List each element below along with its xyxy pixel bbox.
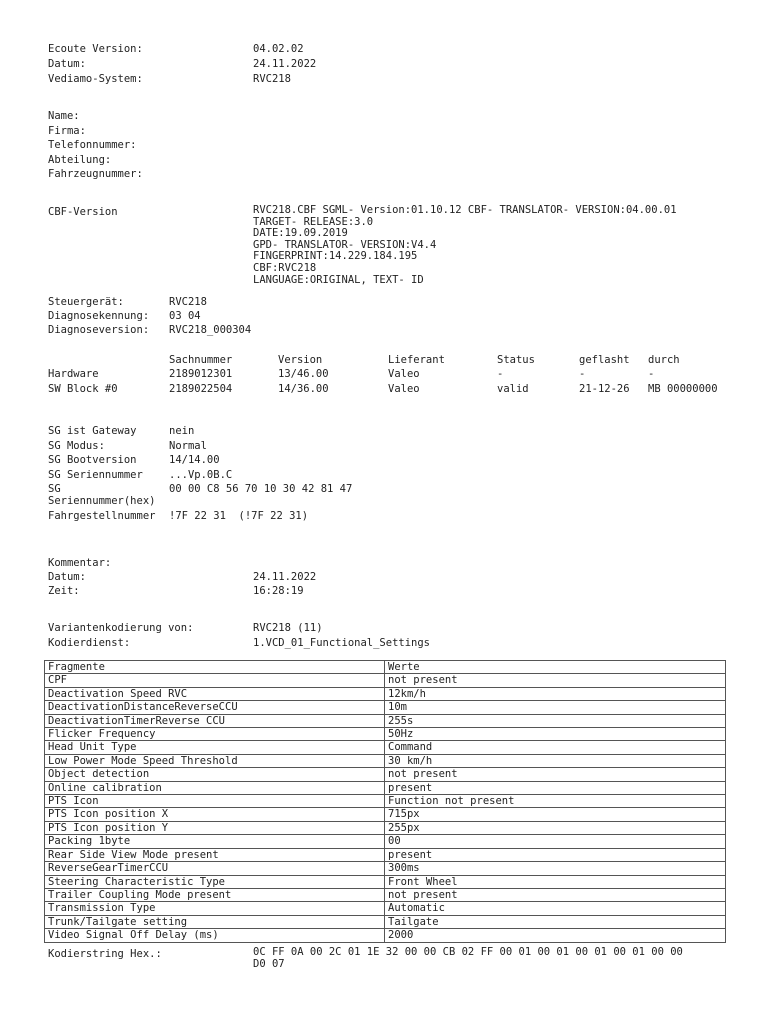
fragment-name: Steering Characteristic Type [45,875,385,888]
fragment-name: Head Unit Type [45,741,385,754]
comment-value: 24.11.2022 [253,571,317,583]
field-label: Fahrzeugnummer: [48,168,143,180]
cbf-line: DATE:19.09.2019 [253,227,348,240]
table-row [45,795,726,808]
fragment-name: PTS Icon position Y [45,821,385,834]
fragments-table [44,660,726,943]
sg-label: SG Seriennummer [48,469,143,481]
ecu-value: RVC218 [169,296,207,308]
ecu-value: 03 04 [169,310,201,322]
variant-value: 1.VCD_01_Functional_Settings [253,637,431,649]
fragment-value: present [385,781,726,794]
table-row [45,821,726,834]
parts-cell: 14/36.00 [278,383,329,395]
comment-label: Zeit: [48,585,80,597]
sg-value: ...Vp.0B.C [169,469,233,481]
cbf-line: GPD- TRANSLATOR- VERSION:V4.4 [253,238,437,251]
fragment-name: Online calibration [45,781,385,794]
fragment-value: not present [385,674,726,687]
table-row [45,714,726,727]
parts-cell: MB 00000000 [648,383,718,395]
table-header-cell: Werte [385,661,726,674]
table-row [45,848,726,861]
fragment-value: 255px [385,821,726,834]
sg-label: SG Modus: [48,440,105,452]
fragment-name: Rear Side View Mode present [45,848,385,861]
sg-label: Seriennummer(hex) [48,495,156,507]
fragment-name: Deactivation Speed RVC [45,687,385,700]
parts-col-header: Version [278,354,323,366]
table-row [45,781,726,794]
parts-cell: 13/46.00 [278,368,329,380]
kodierstring-lines [253,947,683,970]
ecu-label: Diagnoseversion: [48,324,150,336]
fahrgestell-value: !7F 22 31 (!7F 22 31) [169,510,309,522]
parts-col-header: Sachnummer [169,354,233,366]
kodierstring-line: 0C FF 0A 00 2C 01 1E 32 00 00 CB 02 FF 00 01 00 01 00 01 00 01 00 00 [253,946,683,958]
fragment-value: Function not present [385,795,726,808]
parts-cell: Valeo [388,368,420,380]
parts-col-header: Status [497,354,535,366]
variant-label: Kodierdienst: [48,637,131,649]
cbf-line: RVC218.CBF SGML- Version:01.10.12 CBF- TRANSLATOR- VERSION:04.00.01 [253,204,677,216]
comment-label: Kommentar: [48,557,112,569]
variant-value: RVC218 (11) [253,622,323,634]
cbf-line: LANGUAGE:ORIGINAL, TEXT- ID [253,273,424,286]
cbf-line: FINGERPRINT:14.229.184.195 [253,250,418,263]
table-header-cell: Fragmente [45,661,385,674]
fragment-value: 2000 [385,929,726,942]
ecu-label: Diagnosekennung: [48,310,150,322]
ecu-value: RVC218_000304 [169,324,252,336]
table-row [45,808,726,821]
parts-col-header: geflasht [579,354,630,366]
sg-label: SG ist Gateway [48,425,137,437]
cbf-line: CBF:RVC218 [253,261,317,274]
fragment-value: 300ms [385,862,726,875]
fragment-name: PTS Icon position X [45,808,385,821]
fragment-value: 255s [385,714,726,727]
parts-row-name: SW Block #0 [48,383,118,395]
fragment-value: Front Wheel [385,875,726,888]
fragment-value: Tailgate [385,915,726,928]
sg-label: SG Bootversion [48,454,137,466]
cbf-lines [253,205,677,286]
table-row [45,862,726,875]
kodierstring-line: D0 07 [253,957,285,970]
parts-cell: 21-12-26 [579,383,630,395]
sg-value: 14/14.00 [169,454,220,466]
table-row [45,741,726,754]
parts-col-header: Lieferant [388,354,445,366]
table-row [45,888,726,901]
table-row [45,915,726,928]
fahrgestell-label: Fahrgestellnummer [48,510,156,522]
fragment-name: PTS Icon [45,795,385,808]
fragment-name: DeactivationDistanceReverseCCU [45,701,385,714]
sg-value: 00 00 C8 56 70 10 30 42 81 47 [169,483,353,495]
table-row [45,674,726,687]
fragment-value: 50Hz [385,728,726,741]
fragment-name: ReverseGearTimerCCU [45,862,385,875]
table-row [45,728,726,741]
fragment-name: Transmission Type [45,902,385,915]
parts-row-name: Hardware [48,368,99,380]
parts-cell: - [648,368,655,380]
header-value: 04.02.02 [253,43,304,55]
table-row [45,687,726,700]
fragment-value: 00 [385,835,726,848]
variant-label: Variantenkodierung von: [48,622,194,634]
field-label: Abteilung: [48,154,112,166]
cbf-line: TARGET- RELEASE:3.0 [253,215,374,228]
parts-cell: valid [497,383,529,395]
field-label: Firma: [48,125,86,137]
fragment-name: Low Power Mode Speed Threshold [45,754,385,767]
fragment-value: not present [385,888,726,901]
table-row [45,929,726,942]
fragment-name: Flicker Frequency [45,728,385,741]
fragment-name: Trailer Coupling Mode present [45,888,385,901]
field-label: Telefonnummer: [48,139,137,151]
field-label: Name: [48,110,80,122]
parts-cell: 2189022504 [169,383,233,395]
comment-value: 16:28:19 [253,585,304,597]
ecu-label: Steuergerät: [48,296,124,308]
fragment-value: 30 km/h [385,754,726,767]
fragment-name: Packing 1byte [45,835,385,848]
sg-value: nein [169,425,195,437]
fragment-value: not present [385,768,726,781]
table-header-row [45,661,726,674]
sg-value: Normal [169,440,207,452]
header-value: 24.11.2022 [253,58,317,70]
table-row [45,754,726,767]
fragment-value: present [385,848,726,861]
fragment-name: CPF [45,674,385,687]
fragment-value: 10m [385,701,726,714]
parts-cell: Valeo [388,383,420,395]
comment-label: Datum: [48,571,86,583]
fragment-name: Object detection [45,768,385,781]
sg-label: SG [48,483,61,495]
fragment-value: 12km/h [385,687,726,700]
parts-cell: - [497,368,504,380]
fragment-name: DeactivationTimerReverse CCU [45,714,385,727]
table-row [45,701,726,714]
header-label: Datum: [48,58,86,70]
parts-col-header: durch [648,354,680,366]
parts-cell: - [579,368,586,380]
table-row [45,902,726,915]
table-row [45,835,726,848]
fragment-value: 715px [385,808,726,821]
table-row [45,875,726,888]
fragment-value: Automatic [385,902,726,915]
fragment-name: Trunk/Tailgate setting [45,915,385,928]
kodierstring-label: Kodierstring Hex.: [48,948,162,960]
fragment-value: Command [385,741,726,754]
header-label: Vediamo-System: [48,73,143,85]
fragment-name: Video Signal Off Delay (ms) [45,929,385,942]
parts-cell: 2189012301 [169,368,233,380]
table-row [45,768,726,781]
header-label: Ecoute Version: [48,43,143,55]
cbf-label: CBF-Version [48,206,118,218]
header-value: RVC218 [253,73,291,85]
